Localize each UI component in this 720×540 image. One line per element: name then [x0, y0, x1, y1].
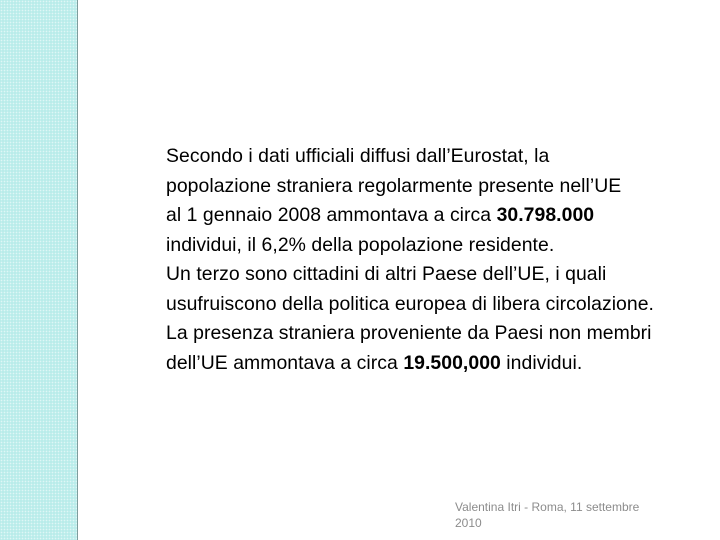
text-line [166, 290, 718, 320]
text-run: usufruiscono della politica europea di libera circolazione. [166, 292, 654, 315]
decorative-side-band [0, 0, 78, 540]
paragraph-1 [166, 142, 718, 260]
text-line [166, 172, 718, 202]
footer-line-1: Valentina Itri - Roma, 11 settembre [455, 500, 640, 514]
paragraph-2 [166, 260, 718, 319]
text-run: individui. [500, 351, 583, 374]
footer [455, 499, 675, 531]
bold-figure: 30.798.000 [496, 204, 595, 226]
footer-line-2: 2010 [455, 516, 482, 530]
text-line [166, 319, 718, 349]
paragraph-3 [166, 319, 718, 378]
text-run: Secondo i dati ufficiali diffusi dall’Eurostat, la [166, 145, 550, 167]
body-text [166, 142, 718, 378]
text-run: al 1 gennaio 2008 ammontava a circa [166, 204, 497, 226]
text-run: individui, il 6,2% della popolazione residente. [166, 233, 555, 256]
text-run: Un terzo sono cittadini di altri Paese dell’UE, i quali [166, 263, 607, 285]
text-line [166, 201, 718, 231]
text-line [166, 349, 718, 379]
text-run: popolazione straniera regolarmente presente nell’UE [166, 174, 622, 197]
text-run: dell’UE ammontava a circa [166, 351, 404, 374]
text-run: La presenza straniera proveniente da Paesi non membri [166, 322, 652, 344]
text-line [166, 142, 718, 172]
text-line [166, 231, 718, 261]
bold-figure: 19.500,000 [403, 351, 501, 374]
text-line [166, 260, 718, 290]
